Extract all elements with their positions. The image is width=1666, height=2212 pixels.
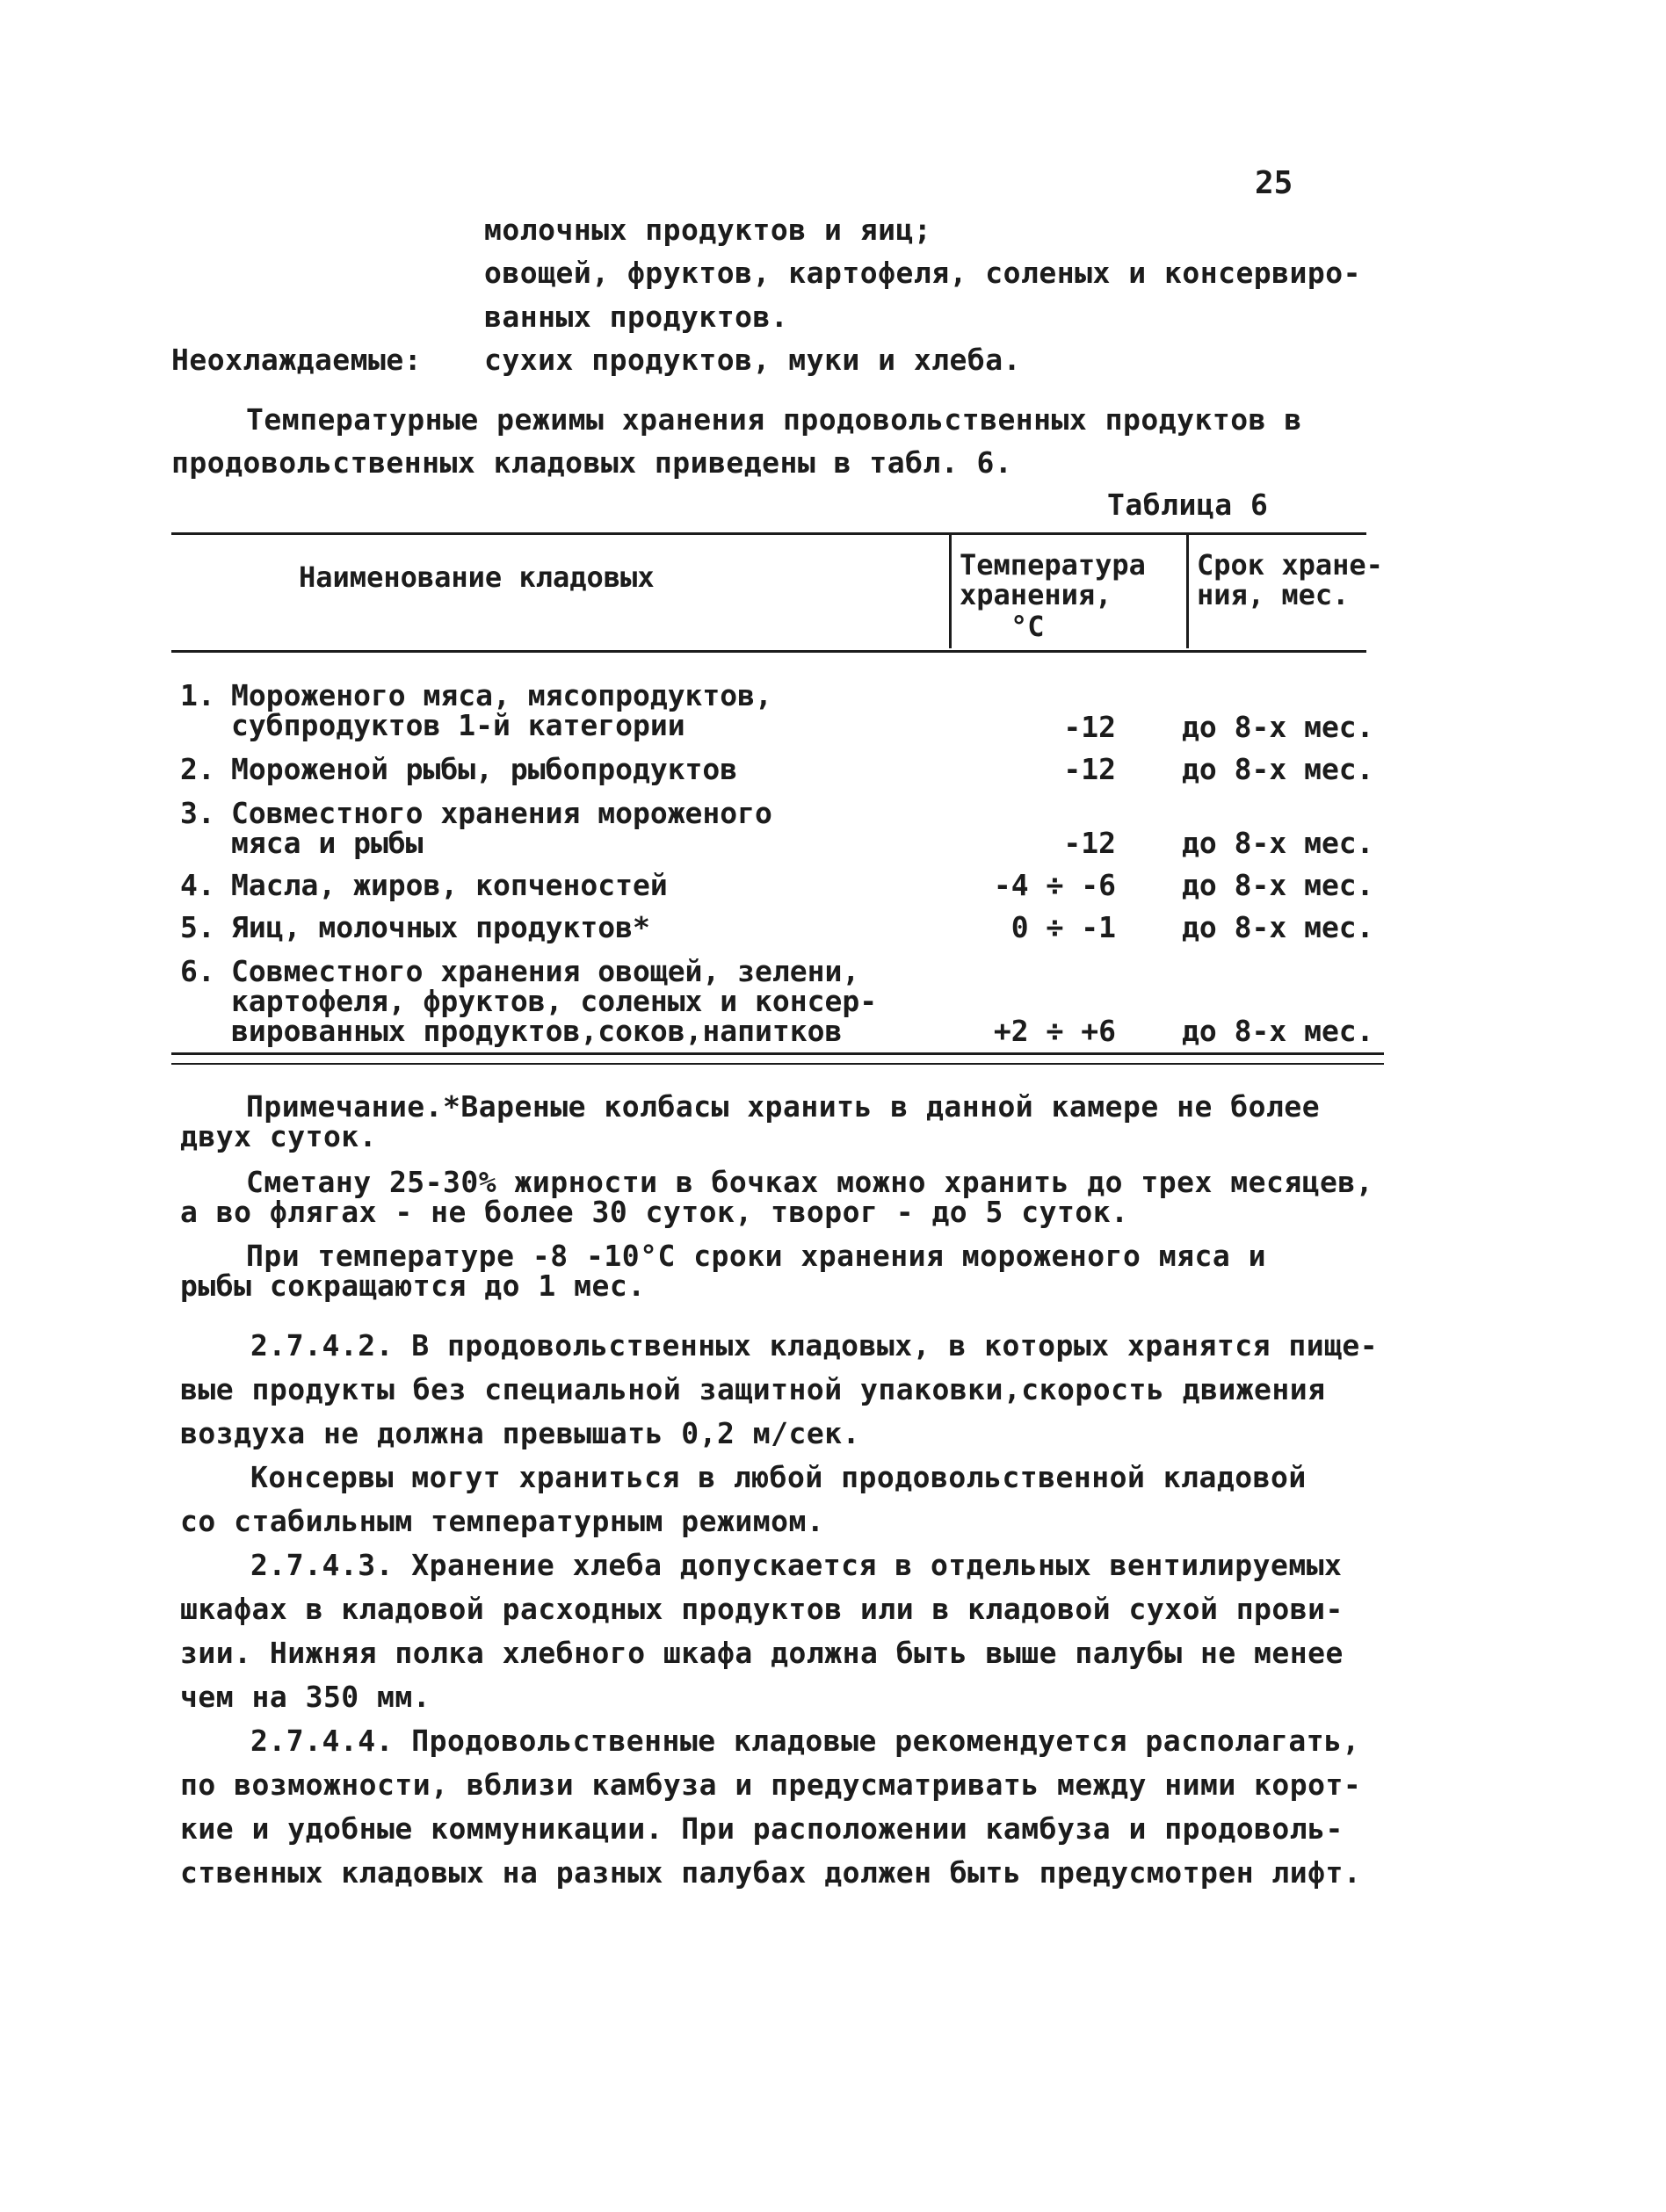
paragraph-line: 2.7.4.3. Хранение хлеба допускается в отдельных вентилируемых bbox=[250, 1548, 1343, 1582]
note-line: рыбы сокращаются до 1 мес. bbox=[180, 1269, 646, 1303]
list-line: ванных продуктов. bbox=[484, 300, 789, 334]
table-bottom-rule bbox=[171, 1063, 1384, 1065]
paragraph-line: вые продукты без специальной защитной упаковки,скорость движения bbox=[180, 1372, 1326, 1406]
note-line: двух суток. bbox=[180, 1119, 378, 1153]
row-temperature: -12 bbox=[1063, 752, 1116, 786]
row-name: Яиц, молочных продуктов* bbox=[231, 910, 650, 944]
paragraph-line: по возможности, вблизи камбуза и предусматривать между ними корот- bbox=[180, 1767, 1362, 1802]
row-temperature: -12 bbox=[1063, 710, 1116, 744]
row-name: Совместного хранения овощей, зелени, bbox=[231, 954, 860, 988]
paragraph-line: 2.7.4.4. Продовольственные кладовые рекомендуется располагать, bbox=[250, 1724, 1360, 1758]
header-term: ния, мес. bbox=[1197, 578, 1350, 611]
row-name: Мороженого мяса, мясопродуктов, bbox=[231, 678, 772, 712]
row-name: вированных продуктов,соков,напитков bbox=[231, 1014, 843, 1048]
note-line: Примечание.*Вареные колбасы хранить в данной камере не более bbox=[246, 1089, 1321, 1124]
row-number: 4. bbox=[180, 868, 215, 902]
table-caption: Таблица 6 bbox=[1107, 488, 1269, 522]
row-term: до 8-х мес. bbox=[1182, 1014, 1374, 1048]
page-number: 25 bbox=[1255, 165, 1293, 201]
paragraph-line: кие и удобные коммуникации. При расположении камбуза и продоволь- bbox=[180, 1811, 1344, 1846]
paragraph-line: воздуха не должна превышать 0,2 м/сек. bbox=[180, 1416, 860, 1450]
non-cooled-text: сухих продуктов, муки и хлеба. bbox=[484, 343, 1022, 377]
table-column-divider bbox=[949, 532, 952, 648]
paragraph-line: чем на 350 мм. bbox=[180, 1680, 431, 1714]
row-name: картофеля, фруктов, соленых и консер- bbox=[231, 984, 878, 1018]
list-line: овощей, фруктов, картофеля, соленых и консервиро- bbox=[484, 256, 1362, 290]
paragraph-line: ственных кладовых на разных палубах должен быть предусмотрен лифт. bbox=[180, 1855, 1362, 1890]
row-temperature: -12 bbox=[1063, 826, 1116, 860]
note-line: Сметану 25-30% жирности в бочках можно хранить до трех месяцев, bbox=[246, 1165, 1374, 1199]
row-number: 1. bbox=[180, 678, 215, 712]
table-header-rule bbox=[171, 650, 1366, 653]
row-term: до 8-х мес. bbox=[1182, 910, 1374, 944]
row-term: до 8-х мес. bbox=[1182, 868, 1374, 902]
paragraph-line: со стабильным температурным режимом. bbox=[180, 1504, 825, 1538]
row-term: до 8-х мес. bbox=[1182, 826, 1374, 860]
header-name: Наименование кладовых bbox=[299, 560, 655, 594]
row-temperature: -4 ÷ -6 bbox=[993, 868, 1116, 902]
table-bottom-rule bbox=[171, 1052, 1384, 1055]
intro-line: продовольственных кладовых приведены в табл. 6. bbox=[171, 445, 1013, 480]
row-temperature: 0 ÷ -1 bbox=[1010, 910, 1116, 944]
row-term: до 8-х мес. bbox=[1182, 752, 1374, 786]
row-temperature: +2 ÷ +6 bbox=[993, 1014, 1116, 1048]
row-name: мяса и рыбы bbox=[231, 826, 424, 860]
row-term: до 8-х мес. bbox=[1182, 710, 1374, 744]
note-line: а во флягах - не более 30 суток, творог - до 5 суток. bbox=[180, 1195, 1129, 1229]
row-number: 6. bbox=[180, 954, 215, 988]
non-cooled-label: Неохлаждаемые: bbox=[171, 343, 423, 377]
paragraph-line: шкафах в кладовой расходных продуктов или в кладовой сухой прови- bbox=[180, 1592, 1344, 1626]
header-temperature: Температура bbox=[960, 548, 1146, 582]
row-name: Масла, жиров, копченостей bbox=[231, 868, 668, 902]
row-number: 2. bbox=[180, 752, 215, 786]
table-column-divider bbox=[1186, 532, 1189, 648]
row-number: 5. bbox=[180, 910, 215, 944]
row-name: Мороженой рыбы, рыбопродуктов bbox=[231, 752, 738, 786]
paragraph-line: 2.7.4.2. В продовольственных кладовых, в которых хранятся пище- bbox=[250, 1328, 1379, 1363]
header-term: Срок хране- bbox=[1197, 548, 1383, 582]
paragraph-line: зии. Нижняя полка хлебного шкафа должна быть выше палубы не менее bbox=[180, 1636, 1344, 1670]
intro-line: Температурные режимы хранения продовольственных продуктов в bbox=[246, 402, 1302, 437]
paragraph-line: Консервы могут храниться в любой продовольственной кладовой bbox=[250, 1460, 1307, 1494]
header-temperature: хранения, bbox=[960, 578, 1112, 611]
list-line: молочных продуктов и яиц; bbox=[484, 213, 932, 247]
row-number: 3. bbox=[180, 796, 215, 830]
note-line: При температуре -8 -10°С сроки хранения мороженого мяса и bbox=[246, 1239, 1266, 1273]
row-name: Совместного хранения мороженого bbox=[231, 796, 772, 830]
header-temperature-unit: °C bbox=[1010, 610, 1045, 643]
row-name: субпродуктов 1-й категории bbox=[231, 708, 685, 742]
